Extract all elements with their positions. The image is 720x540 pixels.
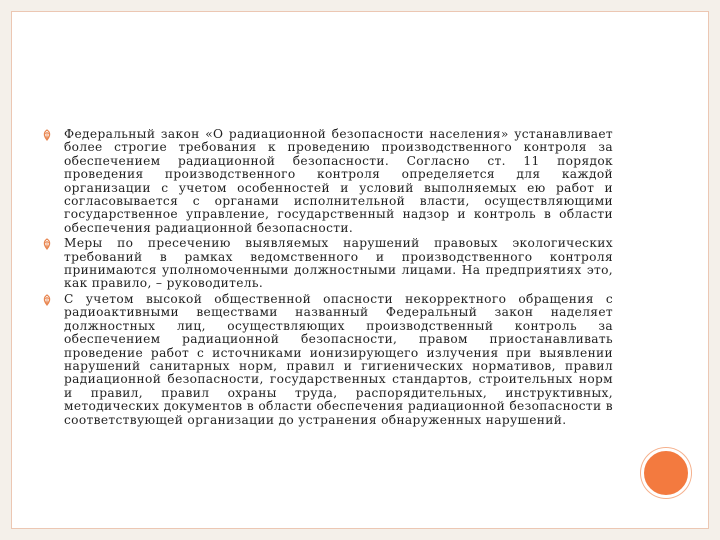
bullet-text: Меры по пресечению выявляемых нарушений правовых экологических требований в рамках ведомственного и производственного контроля принимаются уполномоченными должностными лицами. На предприятиях это, как правило, – руководитель. (64, 236, 613, 291)
bullet-item (41, 128, 613, 235)
bullet-item (41, 237, 613, 291)
bullet-list (41, 128, 613, 429)
bullet-item (41, 293, 613, 427)
bullet-text: С учетом высокой общественной опасности некорректного обращения с радиоактивными веществами названный Федеральный закон наделяет должностных лиц, осуществляющих производственный контроль за обеспечением радиационной безопасности, правом приостанавливать проведение работ с источниками ионизирующего излучения при выявлении нарушений санитарных норм, правил и гигиенических нормативов, правил радиационной безопасности, государственных стандартов, строительных норм и правил, правил охраны труда, распорядительных, инструктивных, методических документов в области обеспечения радиационной безопасности в соответствующей организации до устранения обнаруженных нарушений. (64, 291, 613, 427)
decorative-orange-circle (641, 448, 691, 498)
leaf-bullet-icon (41, 238, 53, 250)
leaf-bullet-icon (41, 294, 53, 306)
leaf-bullet-icon (41, 129, 53, 141)
bullet-text: Федеральный закон «О радиационной безопасности населения» устанавливает более строгие требования к проведению производственного контроля за обеспечением радиационной безопасности. Согласно ст. 11 порядок проведения производственного контроля определяется для каждой организации с учетом особенностей и условий выполняемых ею работ и согласовывается с органами исполнительной власти, осуществляющими государственное управление, государственный надзор и контроль в области обеспечения радиационной безопасности. (64, 127, 613, 235)
